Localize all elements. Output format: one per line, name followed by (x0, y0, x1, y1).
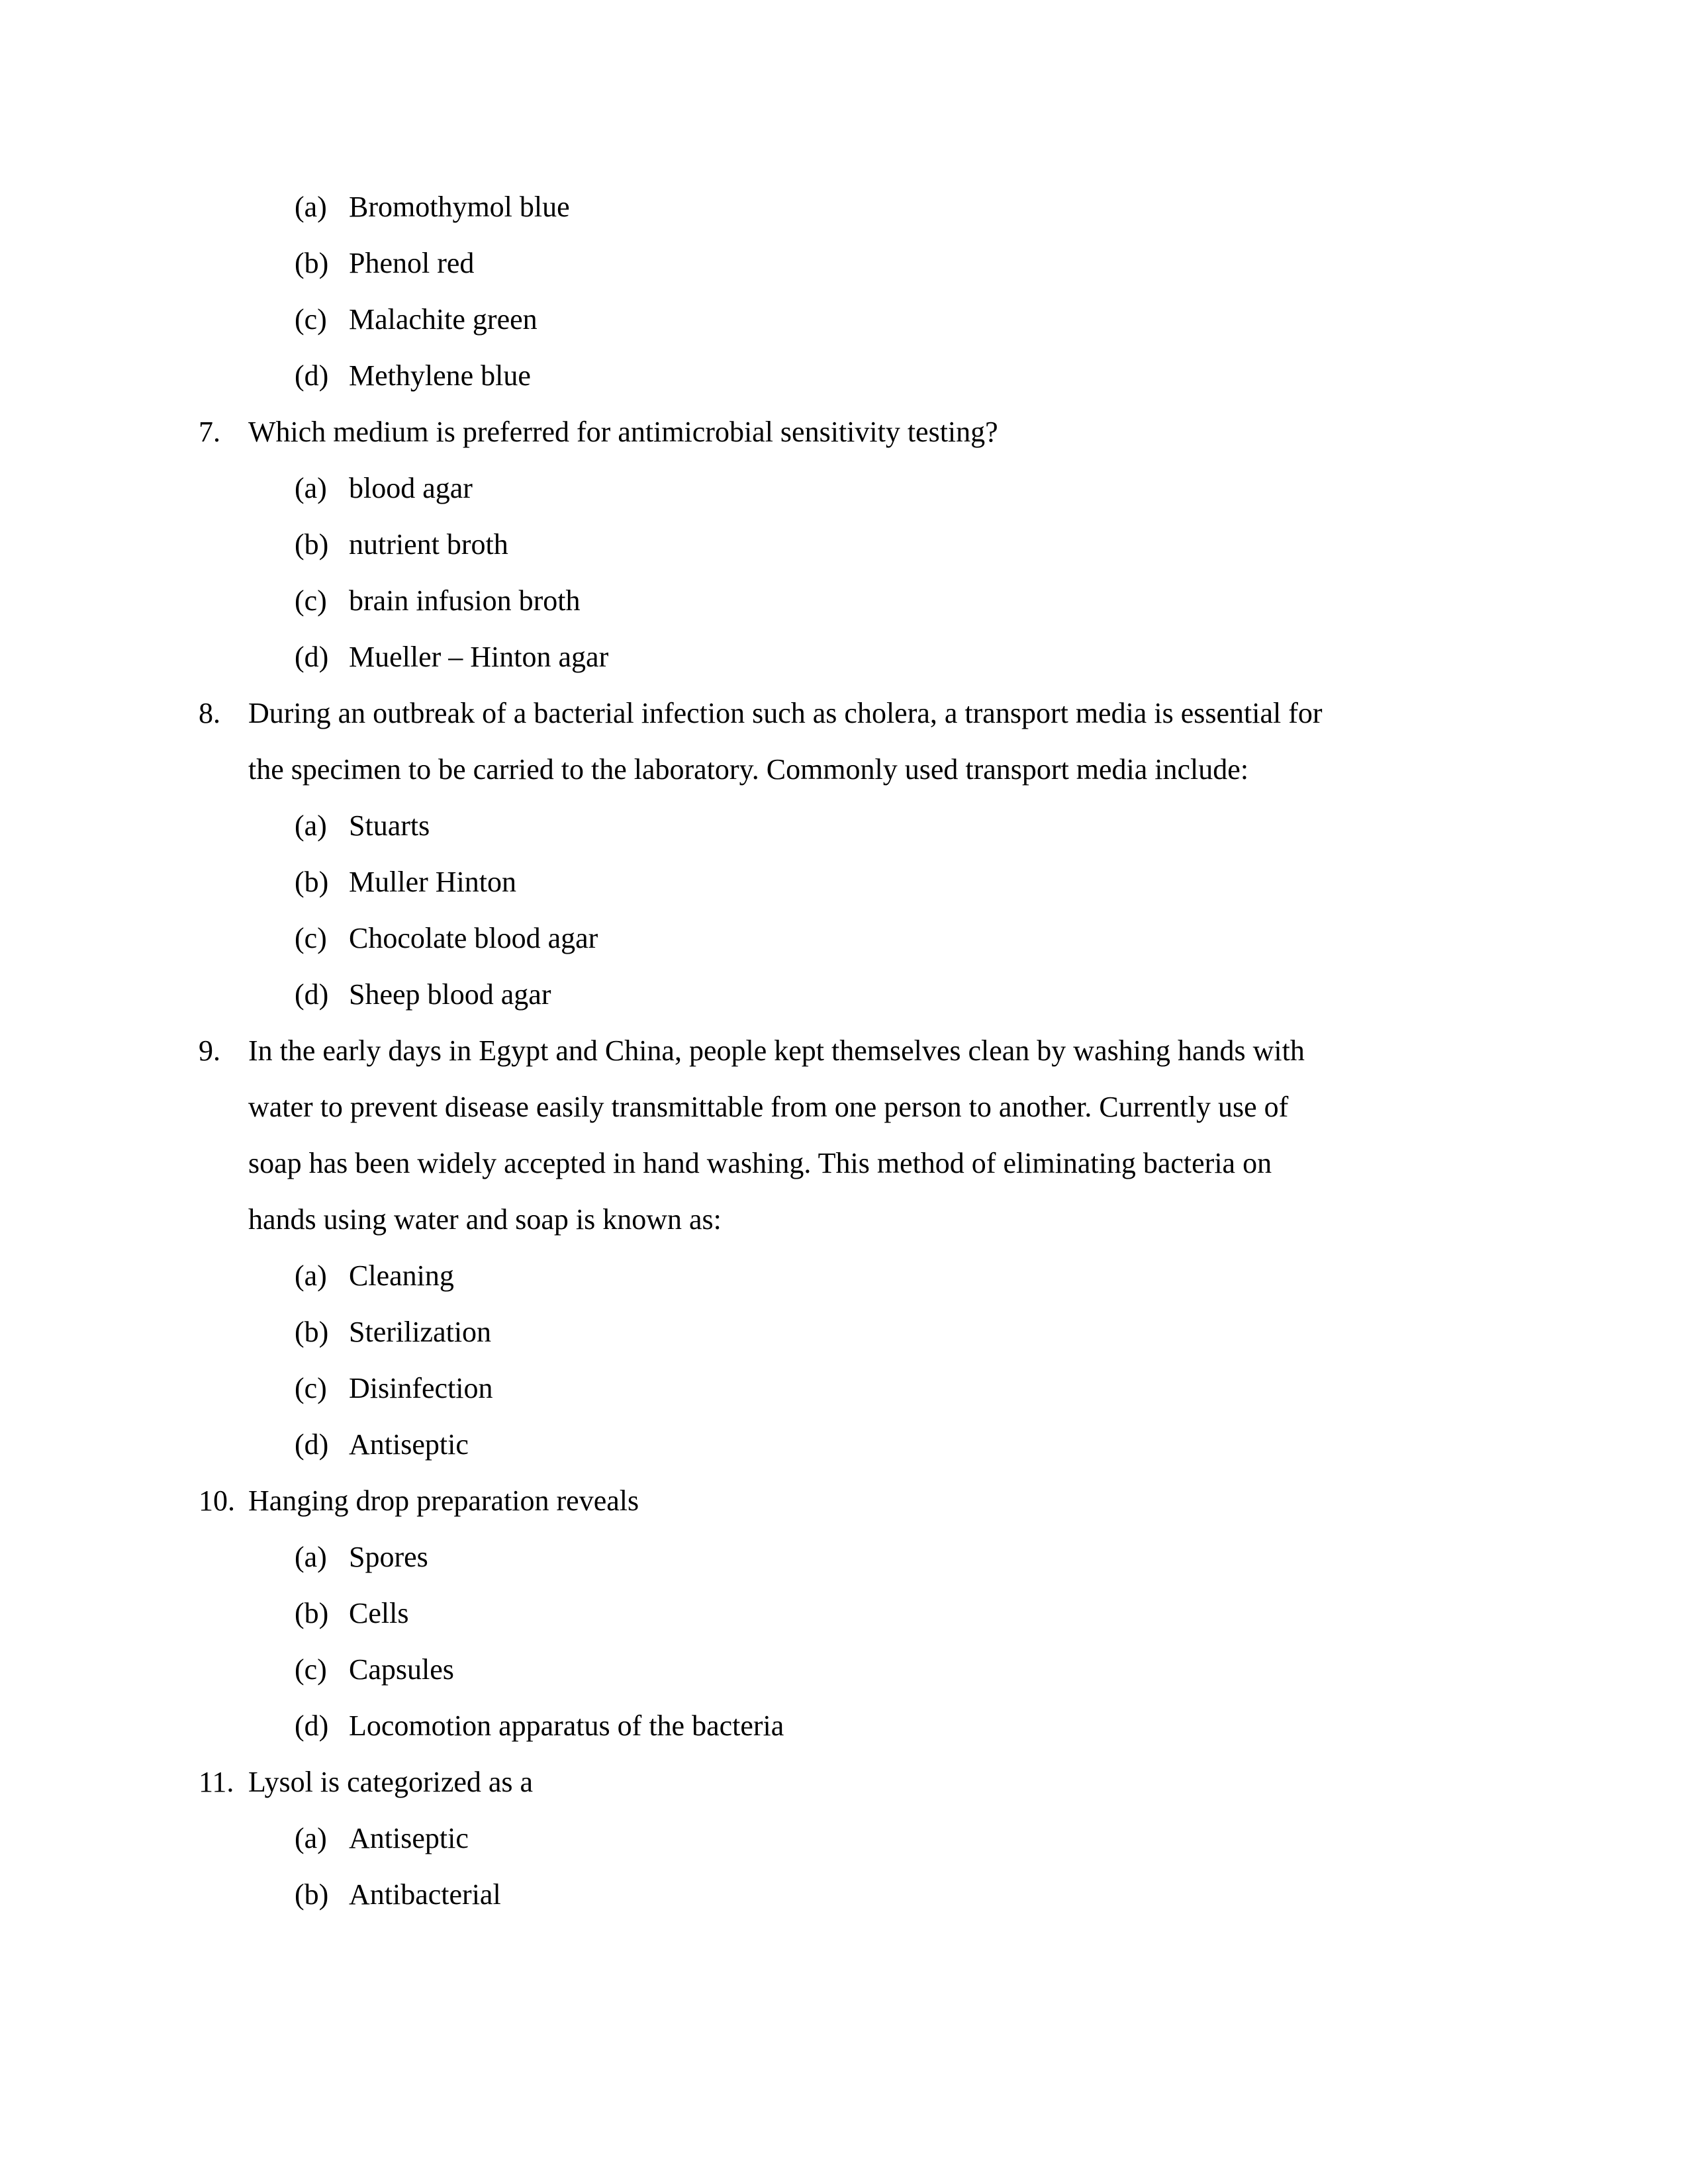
question-block (199, 404, 1456, 685)
option-marker: (d) (295, 1428, 329, 1461)
question-text (248, 1754, 1456, 1810)
option-text: Sterilization (349, 1316, 492, 1348)
option-text: Cleaning (349, 1259, 454, 1292)
question-header (199, 1754, 1456, 1810)
answer-option[interactable] (199, 347, 1456, 404)
question-number: 11. (199, 1766, 234, 1798)
option-marker: (c) (295, 584, 327, 617)
question-block (199, 1754, 1456, 1923)
option-text: Antiseptic (349, 1428, 469, 1461)
answer-option[interactable] (199, 460, 1456, 516)
numbered-questions-container (199, 404, 1456, 1923)
option-marker: (b) (295, 528, 329, 561)
question-text-line: soap has been widely accepted in hand washing. This method of eliminating bacteria on (248, 1147, 1272, 1179)
question-text (248, 1473, 1456, 1529)
option-marker: (c) (295, 1653, 327, 1686)
question-text-line: Lysol is categorized as a (248, 1766, 534, 1798)
option-marker: (a) (295, 809, 327, 842)
answer-option-list (199, 1248, 1456, 1473)
answer-option[interactable] (199, 1698, 1456, 1754)
question-number: 9. (199, 1034, 220, 1067)
question-text-line: the specimen to be carried to the laboratory. Commonly used transport media include: (248, 753, 1249, 786)
question-block (199, 1473, 1456, 1754)
answer-option[interactable] (199, 179, 1456, 235)
question-number: 10. (199, 1484, 235, 1517)
question-header (199, 685, 1456, 797)
question-block (199, 685, 1456, 1023)
option-text: brain infusion broth (349, 584, 581, 617)
option-marker: (a) (295, 1259, 327, 1292)
answer-option[interactable] (199, 1529, 1456, 1585)
option-marker: (d) (295, 359, 329, 392)
answer-option-list (199, 797, 1456, 1023)
option-marker: (b) (295, 247, 329, 279)
option-text: Antibacterial (349, 1878, 501, 1911)
option-text: Capsules (349, 1653, 454, 1686)
question-list (199, 179, 1456, 1923)
question-text-line: water to prevent disease easily transmittable from one person to another. Currently use of (248, 1091, 1289, 1123)
option-text: Cells (349, 1597, 409, 1629)
option-marker: (c) (295, 922, 327, 954)
question-block (199, 1023, 1456, 1473)
option-marker: (a) (295, 1822, 327, 1854)
question-text-line: In the early days in Egypt and China, people kept themselves clean by washing hands with (248, 1034, 1305, 1067)
option-marker: (b) (295, 1597, 329, 1629)
question-number: 8. (199, 697, 220, 729)
answer-option[interactable] (199, 966, 1456, 1023)
option-text: Muller Hinton (349, 866, 516, 898)
option-marker: (c) (295, 303, 327, 336)
option-text: Sheep blood agar (349, 978, 551, 1011)
answer-option-list (199, 460, 1456, 685)
option-marker: (d) (295, 641, 329, 673)
option-text: Disinfection (349, 1372, 493, 1404)
answer-option[interactable] (199, 629, 1456, 685)
option-marker: (d) (295, 1709, 329, 1742)
answer-option[interactable] (199, 797, 1456, 854)
option-marker: (b) (295, 1878, 329, 1911)
option-text: Locomotion apparatus of the bacteria (349, 1709, 784, 1742)
answer-option[interactable] (199, 1416, 1456, 1473)
answer-option[interactable] (199, 1810, 1456, 1866)
answer-option[interactable] (199, 235, 1456, 291)
option-text: blood agar (349, 472, 473, 504)
option-text: Methylene blue (349, 359, 531, 392)
option-text: Bromothymol blue (349, 191, 570, 223)
option-text: Spores (349, 1541, 428, 1573)
option-marker: (d) (295, 978, 329, 1011)
option-text: Malachite green (349, 303, 538, 336)
option-text: Mueller – Hinton agar (349, 641, 609, 673)
question-text-line: Which medium is preferred for antimicrobial sensitivity testing? (248, 416, 998, 448)
option-marker: (b) (295, 1316, 329, 1348)
question-text-line: During an outbreak of a bacterial infection such as cholera, a transport media is essential for (248, 697, 1323, 729)
answer-option[interactable] (199, 1360, 1456, 1416)
answer-option-list (199, 1529, 1456, 1754)
question-number: 7. (199, 416, 220, 448)
question-text-line: hands using water and soap is known as: (248, 1203, 722, 1236)
answer-option[interactable] (199, 1304, 1456, 1360)
question-text (248, 685, 1456, 797)
answer-option[interactable] (199, 1641, 1456, 1698)
answer-option[interactable] (199, 516, 1456, 572)
option-marker: (a) (295, 472, 327, 504)
option-text: Stuarts (349, 809, 430, 842)
question-text-line: Hanging drop preparation reveals (248, 1484, 639, 1517)
question-header (199, 1473, 1456, 1529)
answer-option[interactable] (199, 854, 1456, 910)
answer-option[interactable] (199, 291, 1456, 347)
option-text: Chocolate blood agar (349, 922, 598, 954)
answer-option[interactable] (199, 910, 1456, 966)
orphan-option-list (199, 179, 1456, 404)
option-text: nutrient broth (349, 528, 508, 561)
option-marker: (c) (295, 1372, 327, 1404)
answer-option[interactable] (199, 1585, 1456, 1641)
question-text (248, 404, 1456, 460)
answer-option[interactable] (199, 1866, 1456, 1923)
option-marker: (a) (295, 191, 327, 223)
option-marker: (b) (295, 866, 329, 898)
option-text: Antiseptic (349, 1822, 469, 1854)
option-marker: (a) (295, 1541, 327, 1573)
option-text: Phenol red (349, 247, 475, 279)
answer-option-list (199, 1810, 1456, 1923)
question-header (199, 1023, 1456, 1248)
answer-option[interactable] (199, 1248, 1456, 1304)
question-header (199, 404, 1456, 460)
question-text (248, 1023, 1456, 1248)
answer-option[interactable] (199, 572, 1456, 629)
